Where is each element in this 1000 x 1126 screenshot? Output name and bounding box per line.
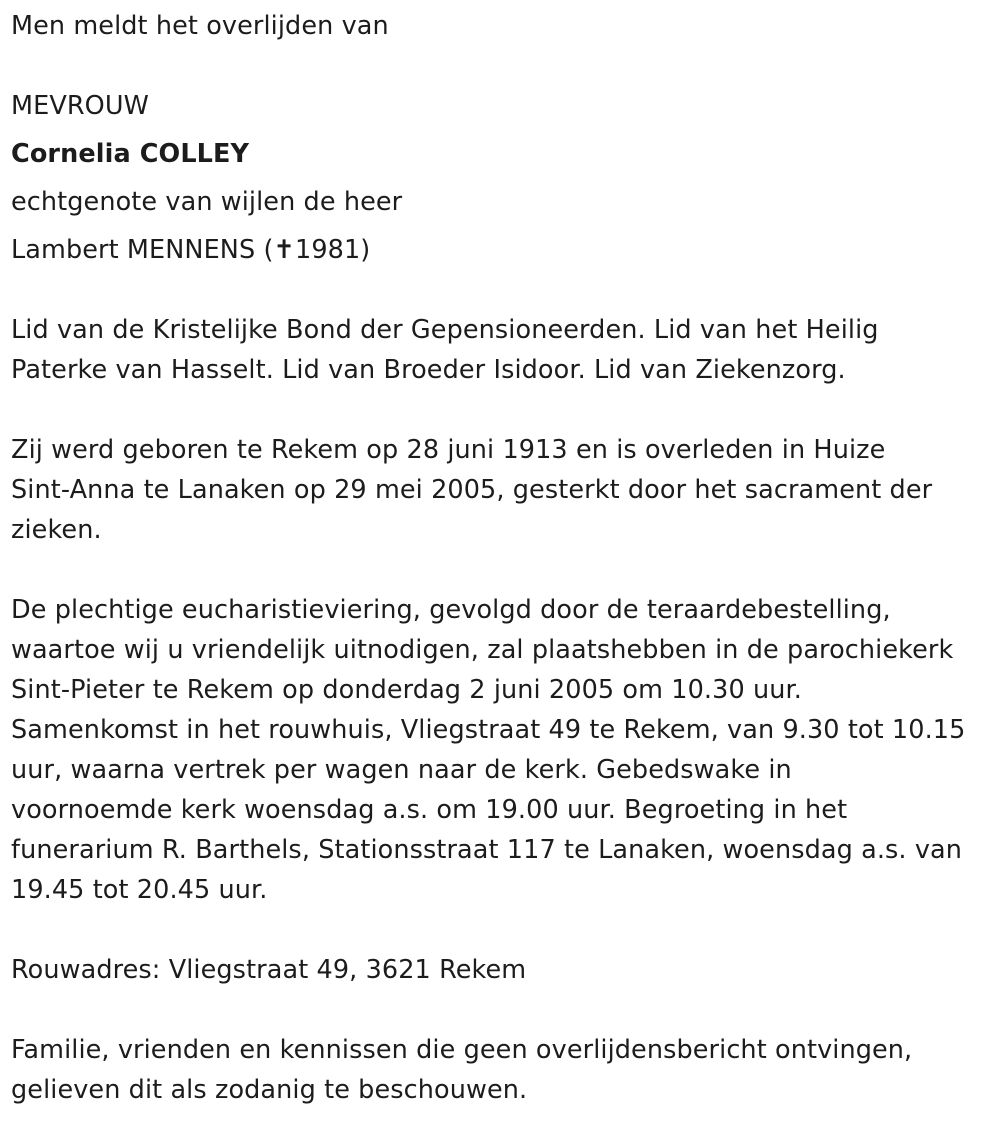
- paragraph-line: funerarium R. Barthels, Stationsstraat 117 te Lanaken, woensdag a.s. van: [11, 835, 963, 865]
- memberships-paragraph: [11, 310, 993, 390]
- paragraph-line: Sint-Pieter te Rekem op donderdag 2 juni 2005 om 10.30 uur.: [11, 675, 802, 705]
- honorific-title: MEVROUW: [11, 91, 149, 121]
- paragraph-line: waartoe wij u vriendelijk uitnodigen, zal plaatshebben in de parochiekerk: [11, 635, 954, 665]
- paragraph-line: Sint-Anna te Lanaken op 29 mei 2005, gesterkt door het sacrament der: [11, 475, 933, 505]
- paragraph-line: 19.45 tot 20.45 uur.: [11, 875, 268, 905]
- paragraph-line: Lid van de Kristelijke Bond der Gepensioneerden. Lid van het Heilig: [11, 315, 879, 345]
- birth-death-paragraph: [11, 430, 993, 550]
- spouse-relation: echtgenote van wijlen de heer: [11, 187, 403, 217]
- paragraph-line: zieken.: [11, 515, 102, 545]
- paragraph-line: Zij werd geboren te Rekem op 28 juni 1913 en is overleden in Huize: [11, 435, 886, 465]
- paragraph-line: De plechtige eucharistieviering, gevolgd door de teraardebestelling,: [11, 595, 891, 625]
- spouse-name: Lambert MENNENS (✝1981): [11, 235, 371, 265]
- ceremony-paragraph: [11, 590, 993, 910]
- closing-paragraph: [11, 1030, 993, 1110]
- intro-text: Men meldt het overlijden van: [11, 11, 389, 41]
- paragraph-line: Paterke van Hasselt. Lid van Broeder Isidoor. Lid van Ziekenzorg.: [11, 355, 846, 385]
- paragraph-line: Samenkomst in het rouwhuis, Vliegstraat 49 te Rekem, van 9.30 tot 10.15: [11, 715, 966, 745]
- paragraph-line: uur, waarna vertrek per wagen naar de kerk. Gebedswake in: [11, 755, 792, 785]
- paragraph-line: gelieven dit als zodanig te beschouwen.: [11, 1075, 528, 1105]
- paragraph-line: Familie, vrienden en kennissen die geen overlijdensbericht ontvingen,: [11, 1035, 913, 1065]
- deceased-name: Cornelia COLLEY: [11, 139, 250, 169]
- paragraph-line: voornoemde kerk woensdag a.s. om 19.00 uur. Begroeting in het: [11, 795, 848, 825]
- mourning-address: Rouwadres: Vliegstraat 49, 3621 Rekem: [11, 955, 527, 985]
